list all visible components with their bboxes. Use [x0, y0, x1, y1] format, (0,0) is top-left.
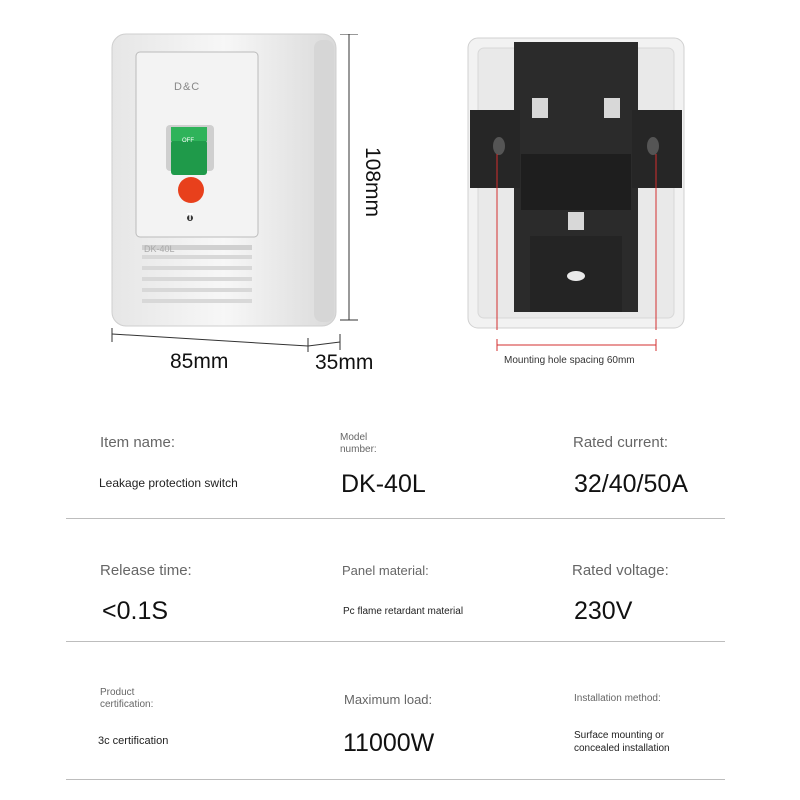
divider-2 [66, 641, 725, 642]
divider-1 [66, 518, 725, 519]
front-product-image [108, 30, 340, 330]
model-number-label [340, 432, 377, 456]
depth-dimension-label: 35mm [315, 351, 374, 374]
mounting-hole-label: Mounting hole spacing 60mm [504, 355, 635, 366]
maximum-load-label: Maximum load: [344, 692, 433, 707]
back-product-image [466, 36, 686, 330]
product-certification-label [100, 687, 153, 711]
model-number-value: DK-40L [341, 470, 426, 498]
product-certification-label-line2: certification: [100, 699, 154, 710]
toggle-label: OFF [182, 138, 194, 144]
installation-method-value-line2: concealed installation [574, 743, 670, 754]
item-name-value: Leakage protection switch [99, 476, 238, 490]
mounting-hole-dimension-line [495, 338, 660, 356]
panel-material-label: Panel material: [342, 563, 429, 578]
release-time-value: <0.1S [102, 597, 169, 625]
release-time-label: Release time: [100, 562, 192, 579]
model-number-label-line1: Model [340, 432, 368, 443]
rated-voltage-label: Rated voltage: [572, 562, 669, 579]
item-name-label: Item name: [100, 434, 176, 451]
product-certification-label-line1: Product [100, 687, 135, 698]
product-certification-value: 3c certification [98, 735, 169, 747]
device-model-text: DK-40L [144, 244, 175, 254]
rated-current-label: Rated current: [573, 434, 669, 451]
height-dimension-label: 108mm [361, 146, 384, 218]
installation-method-label: Installation method: [574, 693, 661, 704]
installation-method-value [574, 729, 670, 755]
height-dimension-line [340, 34, 360, 329]
rated-current-value: 32/40/50A [574, 470, 688, 498]
brand-logo: D&C [174, 81, 201, 93]
panel-material-value: Pc flame retardant material [343, 606, 464, 617]
width-dimension-label: 85mm [170, 350, 229, 373]
test-button-label: T [187, 212, 194, 223]
rated-voltage-value: 230V [574, 597, 633, 625]
divider-3 [66, 779, 725, 780]
installation-method-value-line1: Surface mounting or [574, 730, 665, 741]
model-number-label-line2: number: [340, 444, 377, 455]
maximum-load-value: 11000W [343, 729, 435, 757]
